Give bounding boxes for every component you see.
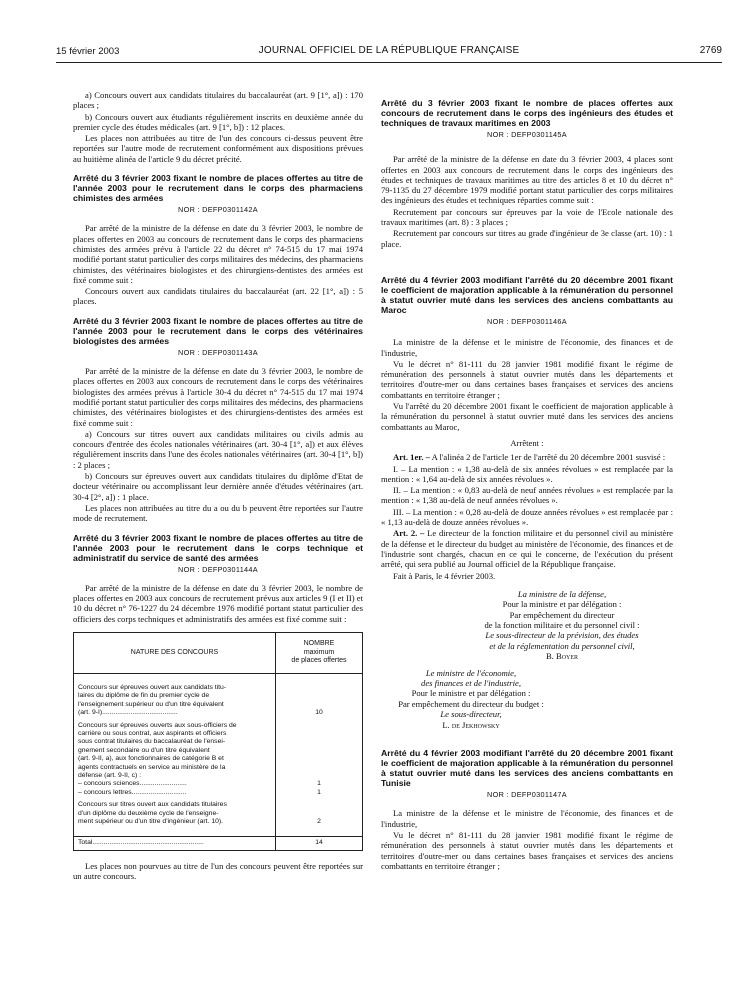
paragraph: Par arrêté de la ministre de la défense en date du 3 février 2003, le nombre de places offertes en 2003 au concours de recrutement dans le corps des pharmaciens chimistes des armées prévu à l'article 22 du décret n° 74-515 du 17 mai 1974 modifié portant statut particulier des corps militaires des médecins, des pharmaciens chimistes, des vétérinaires biologistes et des chirurgiens-dentistes des armées est fixé comme suit : — [73, 223, 363, 285]
paragraph: Recrutement par concours sur épreuves par la voie de l'Ecole nationale des travaux maritimes (art. 8) : 3 places ; — [381, 206, 673, 228]
table-cell — [276, 720, 363, 800]
cell-line: (art. 9-II, a), aux fonctionnaires de catégorie B et — [78, 755, 224, 763]
paragraph: Par arrêté de la ministre de la défense en date du 3 février 2003, le nombre de places offertes en 2003 aux concours de recrutement prévus aux articles 9 (I et II) et 10 du décret n° 76-1227 du 24 décembre 1976 modifié portant statut particulier des officiers des corps techniques et administratifs des armées est fixé comme suit : — [73, 582, 363, 624]
places-value: 1 — [317, 788, 321, 796]
signature-date: Fait à Paris, le 4 février 2003. — [393, 570, 496, 581]
table-row — [74, 799, 363, 837]
cell-line: Concours sur titres ouvert aux candidats titulaires — [78, 801, 227, 809]
article-1 — [381, 452, 673, 462]
paragraph: a) Concours sur titres ouvert aux candidats militaires ou civils admis au concours d'entrée des écoles nationales vétérinaires (art. 30-4 [1°, a]) et aux élèves régulièrement inscrits dans l'une des écoles nationales vétérinaires (art. 30-4 [1°, b]) : 2 places ; — [73, 428, 363, 470]
cell-line: Concours sur épreuves ouvert aux candidats titu- — [78, 683, 227, 691]
table-cell — [276, 673, 363, 719]
cell-line: l'enseignement supérieur ou d'un titre équivalent — [78, 700, 224, 708]
signature-block — [381, 668, 561, 730]
left-column — [73, 90, 363, 882]
decree-title: Arrêté du 3 février 2003 fixant le nombre de places offertes au titre de l'année 2003 pour le recrutement dans le corps technique et administratif du service de santé des armées — [73, 532, 363, 563]
decree-title: Arrêté du 3 février 2003 fixant le nombre de places offertes aux concours de recrutement dans le corps des ingénieurs des études et techniques de travaux maritimes en 2003 — [381, 98, 673, 128]
paragraph: III. – La mention : « 0,28 au-delà de douze années révolues » est remplacée par : « 1,13 au-delà de douze années révolues ». — [381, 506, 673, 528]
cell-line: d'un diplôme du deuxième cycle de l'enseigne- — [78, 809, 219, 817]
cell-line: laires du diplôme de fin du premier cycle de — [78, 692, 210, 700]
paragraph: b) Concours ouvert aux étudiants régulièrement inscrits en deuxième année du premier cycle des études médicales (art. 9 [1°, b]) : 12 places. — [73, 111, 363, 132]
paragraph: Par arrêté de la ministre de la défense en date du 3 février 2003, le nombre de places offertes en 2003 aux concours de recrutement dans le corps des vétérinaires biologistes des armées prévus à l'article 30-4 du décret n° 74-515 du 17 mai 1974 modifié portant statut particulier des corps militaires des médecins, des pharmaciens chimistes, des vétérinaires biologistes et des chirurgiens-dentistes des armées est fixé comme suit : — [73, 366, 363, 428]
paragraph: II. – La mention : « 0,83 au-delà de neuf années révolues » est remplacée par la mention : « 1,38 au-delà de neuf années révolues ». — [381, 485, 673, 506]
paragraph: a) Concours ouvert aux candidats titulaires du baccalauréat (art. 9 [1°, a]) : 170 places ; — [73, 90, 363, 111]
article-2 — [381, 528, 673, 569]
places-table — [73, 632, 363, 851]
cell-line: agents contractuels en service au ministère de la — [78, 763, 226, 771]
table-cell — [74, 720, 276, 800]
table-row — [74, 720, 363, 800]
cell-line: – concours sciences......................... — [78, 780, 187, 788]
signature-block — [381, 589, 673, 662]
paragraph: Vu le décret n° 81-111 du 28 janvier 1981 modifié fixant le régime de rémunération des personnels à statut ouvrier mutés dans les départements et territoires d'outre-mer ou dans certaines bases françaises et services des anciens combattants en territoire étranger ; — [381, 358, 673, 400]
paragraph: Vu l'arrêté du 20 décembre 2001 fixant le coefficient de majoration applicable à la rémunération du personnel à statut ouvrier muté dans les services des anciens combattants au Maroc, — [381, 401, 673, 432]
page-number: 2769 — [699, 45, 722, 56]
decree-title: Arrêté du 3 février 2003 fixant le nombre de places offertes au titre de l'année 2003 pour le recrutement dans le corps des pharmaciens chimistes des armées — [73, 173, 363, 204]
nor-reference: NOR : DEFP0301143A — [178, 347, 258, 357]
signature-line: Pour le ministre et par délégation : — [411, 688, 531, 699]
signature-line: et de la réglementation du personnel civil, — [489, 640, 635, 651]
table-cell — [74, 673, 276, 719]
cell-line: – concours lettres............................. — [78, 788, 187, 796]
signature-line: Pour la ministre et par délégation : — [502, 599, 622, 610]
paragraph: Par arrêté de la ministre de la défense en date du 3 février 2003, 4 places sont offertes en 2003 aux concours de recrutement dans le corps des ingénieurs des études et techniques de travaux maritimes au titre des articles 8 et 10 du décret n° 79-1135 du 27 décembre 1979 modifié portant statut particulier des corps militaires des ingénieurs des études et techniques réparties comme suit : — [381, 154, 673, 206]
arretent: Arrêtent : — [510, 437, 544, 448]
signature-line: La ministre de la défense, — [517, 588, 607, 599]
article-text: A l'alinéa 2 de l'article 1er de l'arrêté du 20 décembre 2001 susvisé : — [429, 452, 666, 463]
table-header-nature: NATURE DES CONCOURS — [74, 632, 276, 673]
article-label: Art. 2. – — [393, 528, 425, 539]
paragraph: La ministre de la défense et le ministre de l'économie, des finances et de l'industrie, — [381, 337, 673, 358]
header-line: NOMBRE — [303, 640, 335, 648]
paragraph: b) Concours sur épreuves ouvert aux candidats titulaires du diplôme d'Etat de docteur vétérinaire ou accomplissant leur dernière année d'études vétérinaires (art. 30-4 [2°, a]) : 1 place. — [73, 471, 363, 502]
page-header — [56, 44, 722, 60]
decree-title: Arrêté du 4 février 2003 modifiant l'arrêté du 20 décembre 2001 fixant le coefficient de majoration applicable à la rémunération du personnel à statut ouvrier muté dans les services des anciens combattants en Tunisie — [381, 748, 673, 789]
decree-title: Arrêté du 4 février 2003 modifiant l'arrêté du 20 décembre 2001 fixant le coefficient de majoration applicable à la rémunération du personnel à statut ouvrier muté dans les services des anciens combattants au Maroc — [381, 274, 673, 315]
header-date: 15 février 2003 — [56, 46, 120, 57]
article-label: Art. 1er. – — [393, 452, 430, 463]
places-value: 2 — [317, 818, 321, 826]
signature-name: L. de Jekhowsky — [442, 719, 500, 730]
signature-line: Le sous-directeur de la prévision, des études — [485, 630, 639, 641]
header-rule — [56, 62, 722, 63]
places-value: 1 — [317, 780, 321, 788]
table-header-count — [276, 632, 363, 673]
header-line: maximum — [303, 648, 335, 656]
cell-line: gnement secondaire ou d'un titre équivalent — [78, 746, 210, 754]
paragraph: Les places non attribuées au titre du a ou du b peuvent être reportées sur l'autre mode de recrutement. — [73, 502, 363, 524]
paragraph: I. – La mention : « 1,38 au-delà de six années révolues » est remplacée par la mention : « 1,64 au-delà de six années révolues ». — [381, 463, 673, 484]
paragraph: Concours ouvert aux candidats titulaires du baccalauréat (art. 22 [1°, a]) : 5 places. — [73, 286, 363, 307]
nor-reference: NOR : DEFP0301146A — [487, 316, 567, 326]
cell-line: ment supérieur ou d'un titre d'ingénieur (art. 10). — [78, 818, 224, 826]
total-value: 14 — [276, 837, 363, 850]
cell-line: carrière ou sous contrat, aux aspirants et officiers — [78, 730, 227, 738]
signature-line: de la fonction militaire et du personnel civil : — [484, 620, 640, 631]
right-column — [381, 90, 673, 872]
paragraph: Vu le décret n° 81-111 du 28 janvier 1981 modifié fixant le régime de rémunération des personnels à statut ouvrier mutés dans les départements et territoires d'outre-mer ou dans certaines bases françaises et services des anciens combattants en territoire étranger ; — [381, 829, 673, 871]
signature-line: Le ministre de l'économie, — [425, 667, 517, 678]
paragraph: Les places non pourvues au titre de l'un des concours peuvent être reportées sur un autre concours. — [73, 860, 363, 882]
cell-line: sous contrat titulaires du baccalauréat de l'ensei- — [78, 738, 226, 746]
signature-name: B. Boyer — [545, 651, 579, 662]
paragraph: La ministre de la défense et le ministre de l'économie, des finances et de l'industrie, — [381, 808, 673, 829]
paragraph: Les places non attribuées au titre de l'un des concours ci-dessus peuvent être reportées sur l'autre mode de recrutement conformément aux dispositions prévues au huitième alinéa de l'article 9 du décret précité. — [73, 133, 363, 164]
nor-reference: NOR : DEFP0301147A — [487, 790, 567, 800]
signature-line: Par empêchement du directeur du budget : — [398, 698, 544, 709]
article-text: Le directeur de la fonction militaire et du personnel civil au ministère de la défense et le directeur du budget au ministère de l'économie, des finances et de l'industrie sont chargés, chacun en ce qui le concerne, de l'exécution du présent arrêté, qui sera publié au Journal officiel de la République française. — [381, 528, 673, 570]
journal-title: JOURNAL OFFICIEL DE LA RÉPUBLIQUE FRANÇAISE — [258, 45, 520, 56]
cell-line: Concours sur épreuves ouverts aux sous-officiers de — [78, 721, 237, 729]
signature-line: des finances et de l'industrie, — [421, 678, 521, 689]
nor-reference: NOR : DEFP0301142A — [178, 205, 258, 215]
header-line: de places offertes — [291, 657, 347, 665]
signature-line: Par empêchement du directeur — [509, 609, 615, 620]
table-row-total — [74, 837, 363, 850]
table-cell — [74, 799, 276, 837]
places-value: 10 — [315, 709, 323, 717]
cell-line: défense (art. 9-II, c) : — [78, 772, 142, 780]
nor-reference: NOR : DEFP0301145A — [487, 130, 567, 139]
cell-line: (art. 9-I)........................................ — [78, 709, 178, 717]
nor-reference: NOR : DEFP0301144A — [178, 564, 258, 574]
decree-title: Arrêté du 3 février 2003 fixant le nombre de places offertes au titre de l'année 2003 pour le recrutement dans le corps des vétérinaires biologistes des armées — [73, 315, 363, 346]
table-row — [74, 673, 363, 719]
table-cell — [276, 799, 363, 837]
paragraph: Recrutement par concours sur titres au grade d'ingénieur de 3e classe (art. 10) : 1 place. — [381, 228, 673, 249]
total-label: Total........................................................... — [74, 837, 276, 850]
signature-line: Le sous-directeur, — [440, 709, 502, 720]
